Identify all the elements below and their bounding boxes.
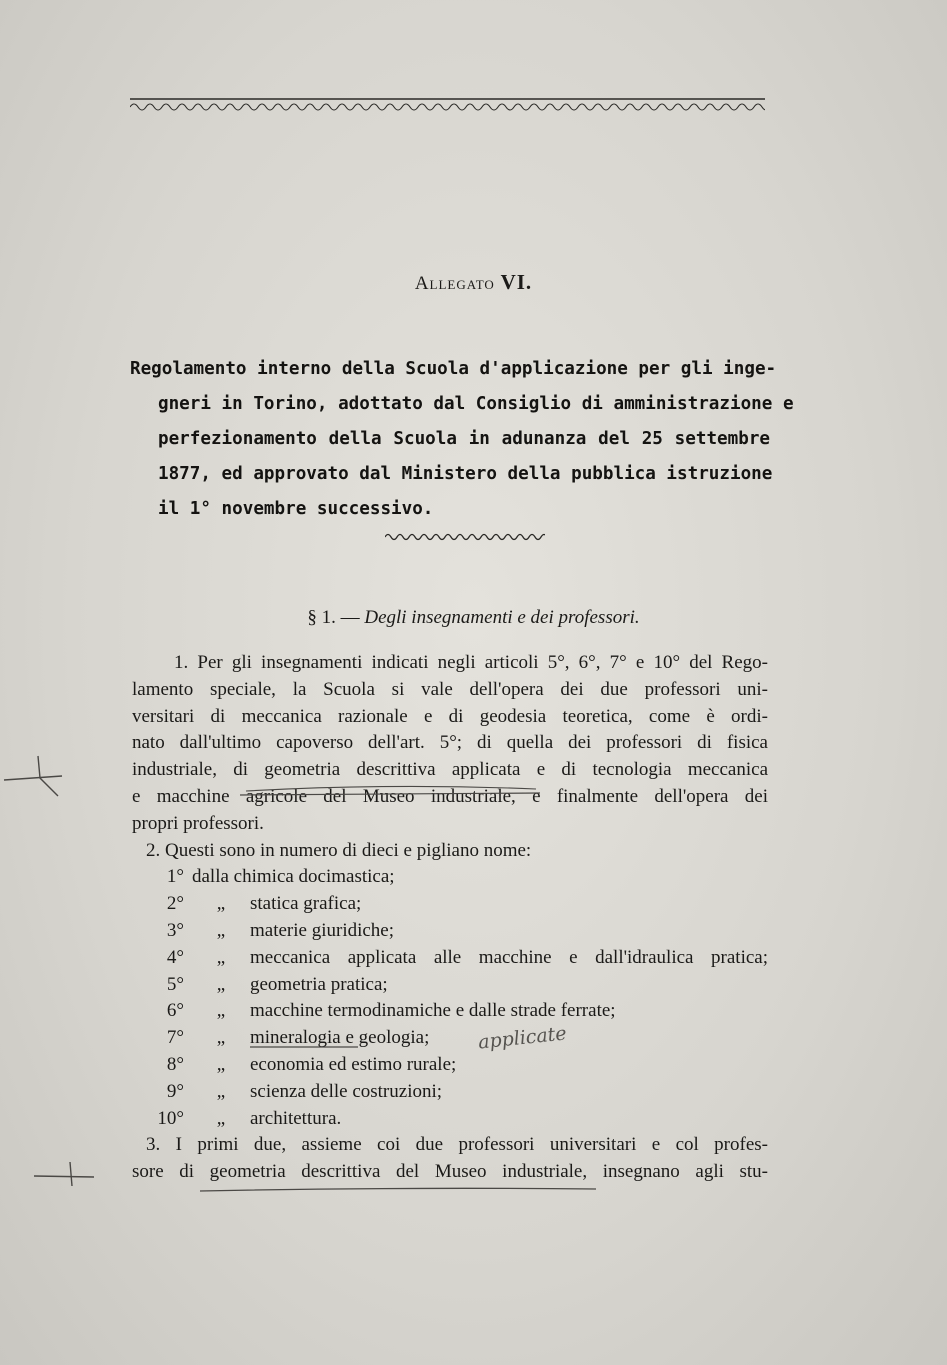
pencil-underline [200,1183,600,1197]
top-wavy-rule [130,97,765,111]
paragraph-line: e macchine agricole del Museo industriale, e finalmente dell'opera dei [132,785,768,807]
list-item: 3° „ materie giuridiche; [166,919,395,941]
paragraph-line: industriale, di geometria descrittiva applicata e di tecnologia meccanica [132,759,768,781]
title-line: 1877, ed approvato dal Ministero della pubblica istruzione [158,464,773,484]
list-item: 8° „ economia ed estimo rurale; [166,1053,457,1075]
subjects-list [132,864,768,1132]
list-item: 5° „ geometria pratica; [166,973,388,995]
list-item: 6° „ macchine termodinamiche e dalle strade ferrate; [166,1000,616,1022]
margin-cross-mark [0,750,70,800]
paragraph-line: 1. Per gli insegnamenti indicati negli articoli 5°, 6°, 7° e 10° del Rego- [174,652,768,673]
margin-cross-mark [30,1160,100,1190]
list-item: 9° „ scienza delle costruzioni; [166,1080,443,1102]
paragraph-line: 3. I primi due, assieme coi due professori universitari e col profes- [146,1134,768,1156]
margin-handwritten-note: applicate [477,1022,568,1054]
section-heading [0,607,947,629]
list-item: 1° dalla chimica docimastica; [166,866,395,888]
title-line: perfezionamento della Scuola in adunanza del 25 settembre [158,429,770,449]
list-item: 2° „ statica grafica; [166,893,362,915]
annex-number: VI. [500,270,533,294]
section-title: Degli insegnamenti e dei professori. [364,607,640,628]
title-line: il 1° novembre successivo. [158,499,434,519]
paragraph-line: lamento speciale, la Scuola si vale dell'opera dei due professori uni- [132,678,768,700]
paragraph-line: nato dall'ultimo capoverso dell'art. 5°; di quella dei professori di fisica [132,732,768,754]
list-item: 4° „ meccanica applicata alle macchine e dall'idraulica pratica; [166,946,768,968]
regulation-title [130,352,794,527]
body-text [132,650,768,1186]
paragraph-line: propri professori. [132,812,264,834]
title-wavy-divider [385,532,545,542]
title-line: Regolamento interno della Scuola d'applicazione per gli inge- [130,359,777,379]
annex-heading [0,270,947,295]
paragraph-line: versitari di meccanica razionale e di geodesia teoretica, come è ordi- [132,705,768,727]
section-number: § 1. — [307,607,360,628]
paragraph-line: sore di geometria descrittiva del Museo industriale, insegnano agli stu- [132,1161,768,1183]
annex-label: Allegato [414,273,495,294]
pencil-overline [240,783,540,795]
list-item: 7° „ mineralogia e geologia; [166,1027,430,1049]
paragraph-line: 2. Questi sono in numero di dieci e pigliano nome: [146,839,532,861]
title-line: gneri in Torino, adottato dal Consiglio di amministrazione e [158,394,794,414]
pencil-underline [250,1041,360,1051]
list-item: 10° „ architettura. [157,1107,342,1129]
